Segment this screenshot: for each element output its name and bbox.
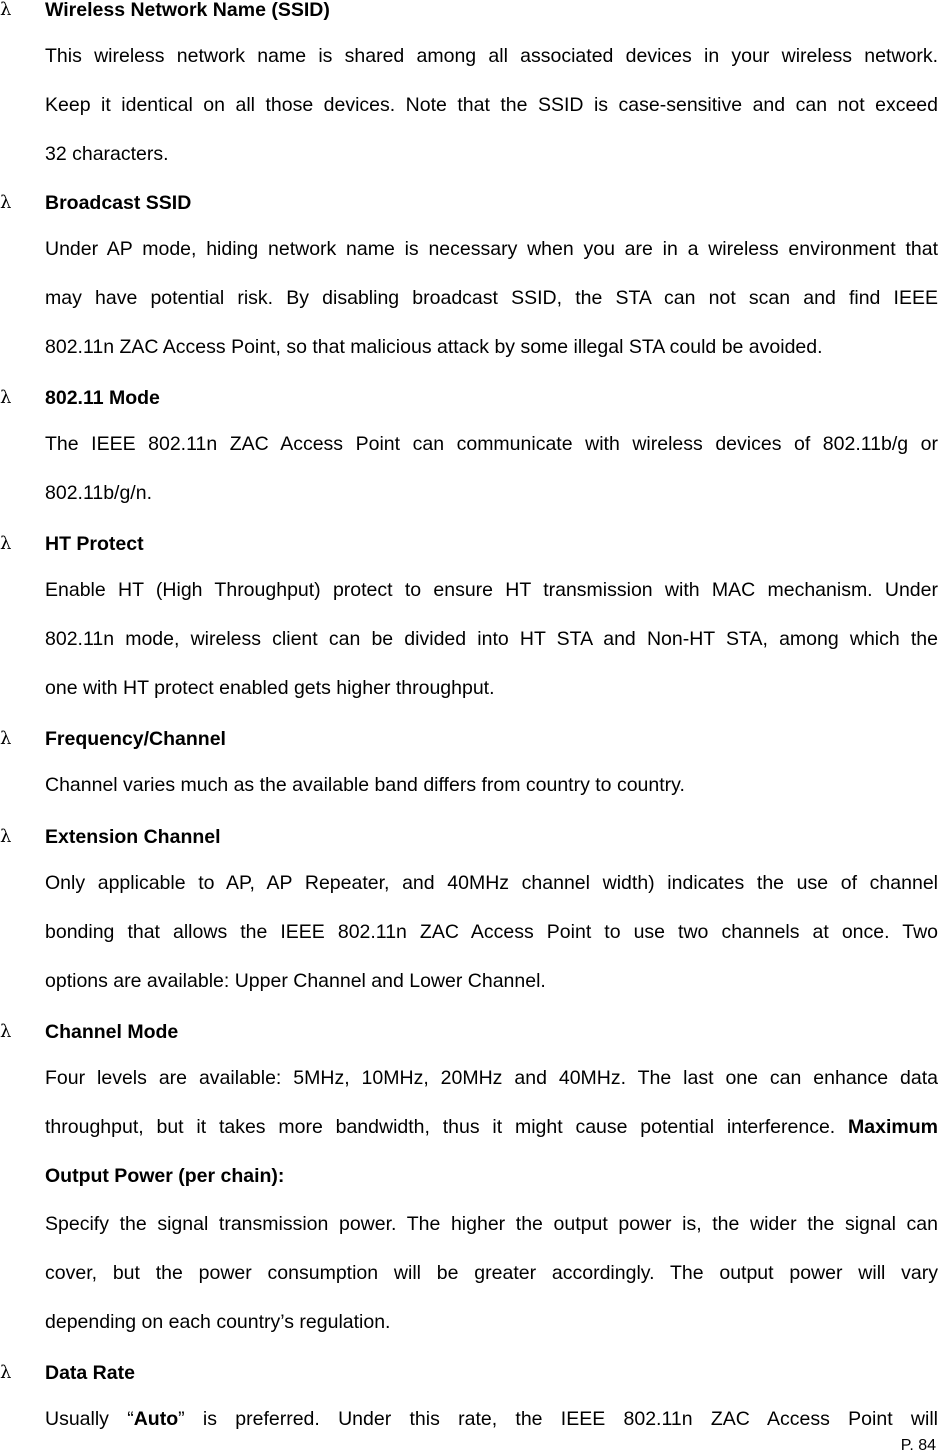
- section-body: [45, 225, 938, 371]
- text-line: Specify the signal transmission power. The higher the output power is, the wider the signal can: [45, 1213, 938, 1236]
- bullet-icon: λ: [0, 1021, 12, 1042]
- text-line: This wireless network name is shared among all associated devices in your wireless network.: [45, 45, 938, 67]
- text-line: 802.11n mode, wireless client can be divided into HT STA and Non-HT STA, among which the: [45, 627, 938, 650]
- section-body: [45, 1395, 938, 1444]
- section-heading: Channel Mode: [45, 1021, 179, 1043]
- section-body: [45, 32, 938, 178]
- text-run: ” is preferred. Under this rate, the IEEE 802.11n ZAC Access Point will: [178, 1408, 938, 1430]
- section-heading: Data Rate: [45, 1362, 135, 1384]
- section-heading: 802.11 Mode: [45, 387, 160, 409]
- text-line: [45, 1103, 938, 1152]
- section-heading: Frequency/Channel: [45, 728, 226, 750]
- bullet-icon: λ: [0, 826, 12, 847]
- text-line: [45, 1152, 938, 1201]
- text-line: Channel varies much as the available band differs from country to country.: [45, 774, 685, 796]
- section-body: [45, 420, 938, 518]
- text-line: 32 characters.: [45, 142, 169, 165]
- section-body: [45, 859, 938, 1005]
- text-line: bonding that allows the IEEE 802.11n ZAC Access Point to use two channels at once. Two: [45, 920, 938, 943]
- section-body: [45, 566, 938, 712]
- section-heading: Wireless Network Name (SSID): [45, 0, 330, 21]
- text-line: 802.11b/g/n.: [45, 481, 152, 504]
- page-number: P. 84: [900, 1437, 936, 1454]
- text-line: Enable HT (High Throughput) protect to ensure HT transmission with MAC mechanism. Under: [45, 579, 938, 601]
- text-line: may have potential risk. By disabling broadcast SSID, the STA can not scan and find IEEE: [45, 286, 938, 309]
- text-line: The IEEE 802.11n ZAC Access Point can communicate with wireless devices of 802.11b/g or: [45, 433, 938, 455]
- bullet-icon: λ: [0, 533, 12, 554]
- section-body: [45, 761, 938, 810]
- text-line: 802.11n ZAC Access Point, so that malicious attack by some illegal STA could be avoided.: [45, 335, 823, 358]
- text-line: [45, 1395, 938, 1444]
- text-run: Usually “: [45, 1408, 134, 1430]
- text-line: Four levels are available: 5MHz, 10MHz, 20MHz and 40MHz. The last one can enhance data: [45, 1067, 938, 1089]
- inline-heading-max-output-power: Maximum: [848, 1115, 938, 1138]
- inline-heading-max-output-power-cont: Output Power (per chain):: [45, 1164, 285, 1187]
- text-run: throughput, but it takes more bandwidth, thus it might cause potential interference.: [45, 1115, 836, 1138]
- text-line: depending on each country’s regulation.: [45, 1310, 391, 1333]
- section-body: [45, 1054, 938, 1347]
- section-heading: Extension Channel: [45, 826, 221, 848]
- section-heading: HT Protect: [45, 533, 144, 555]
- text-line: Only applicable to AP, AP Repeater, and 40MHz channel width) indicates the use of channel: [45, 872, 938, 894]
- text-line: cover, but the power consumption will be greater accordingly. The output power will vary: [45, 1262, 938, 1285]
- bullet-icon: λ: [0, 728, 12, 749]
- text-line: one with HT protect enabled gets higher throughput.: [45, 676, 495, 699]
- text-line: options are available: Upper Channel and Lower Channel.: [45, 969, 546, 992]
- bullet-icon: λ: [0, 192, 12, 213]
- bullet-icon: λ: [0, 387, 12, 408]
- text-line: Keep it identical on all those devices. Note that the SSID is case-sensitive and can not exceed: [45, 93, 938, 116]
- section-heading: Broadcast SSID: [45, 192, 192, 214]
- bullet-icon: λ: [0, 0, 12, 20]
- text-line: Under AP mode, hiding network name is necessary when you are in a wireless environment that: [45, 238, 938, 260]
- auto-keyword: Auto: [133, 1408, 179, 1430]
- bullet-icon: λ: [0, 1362, 12, 1383]
